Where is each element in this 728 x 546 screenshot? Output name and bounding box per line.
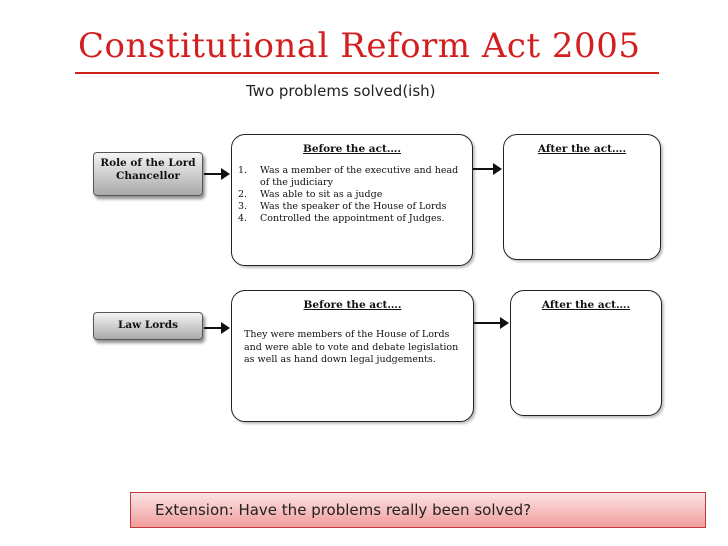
card-heading: Before the act…. bbox=[303, 143, 401, 155]
item-text: Was a member of the executive and head of the judiciary bbox=[260, 165, 459, 188]
slide-subtitle: Two problems solved(ish) bbox=[246, 82, 436, 100]
item-number: 1. bbox=[238, 165, 248, 176]
role-box-lord-chancellor bbox=[93, 152, 203, 196]
arrow-right-icon bbox=[204, 327, 228, 329]
arrow-right-icon bbox=[473, 168, 500, 170]
list-item bbox=[238, 189, 464, 201]
item-text: Controlled the appointment of Judges. bbox=[260, 213, 445, 224]
role-box-law-lords bbox=[93, 312, 203, 340]
item-text: Was able to sit as a judge bbox=[260, 189, 383, 200]
title-underline bbox=[75, 72, 659, 74]
item-number: 3. bbox=[238, 201, 248, 212]
extension-banner: Extension: Have the problems really been solved? bbox=[130, 492, 706, 528]
role-label-line: Law Lords bbox=[117, 319, 179, 331]
before-act-card-law-lords bbox=[231, 290, 474, 422]
slide-title: Constitutional Reform Act 2005 bbox=[78, 26, 641, 66]
arrow-right-icon bbox=[474, 322, 507, 324]
after-act-card-lord-chancellor bbox=[503, 134, 661, 260]
card-heading: After the act…. bbox=[537, 143, 627, 155]
before-act-list bbox=[238, 165, 464, 225]
list-item bbox=[238, 165, 464, 189]
role-label-line: Role of the Lord bbox=[100, 157, 196, 169]
item-number: 2. bbox=[238, 189, 248, 200]
item-text: Was the speaker of the House of Lords bbox=[260, 201, 447, 212]
list-item bbox=[238, 201, 464, 213]
before-act-card-lord-chancellor bbox=[231, 134, 473, 266]
card-heading: After the act…. bbox=[541, 299, 631, 311]
role-label-line: Chancellor bbox=[115, 170, 180, 182]
item-number: 4. bbox=[238, 213, 248, 224]
arrow-right-icon bbox=[204, 173, 228, 175]
card-heading: Before the act…. bbox=[303, 299, 402, 311]
after-act-card-law-lords bbox=[510, 290, 662, 416]
before-act-text: They were members of the House of Lords and were able to vote and debate legislation as well as hand down legal judgements. bbox=[244, 329, 459, 365]
list-item bbox=[238, 213, 464, 225]
